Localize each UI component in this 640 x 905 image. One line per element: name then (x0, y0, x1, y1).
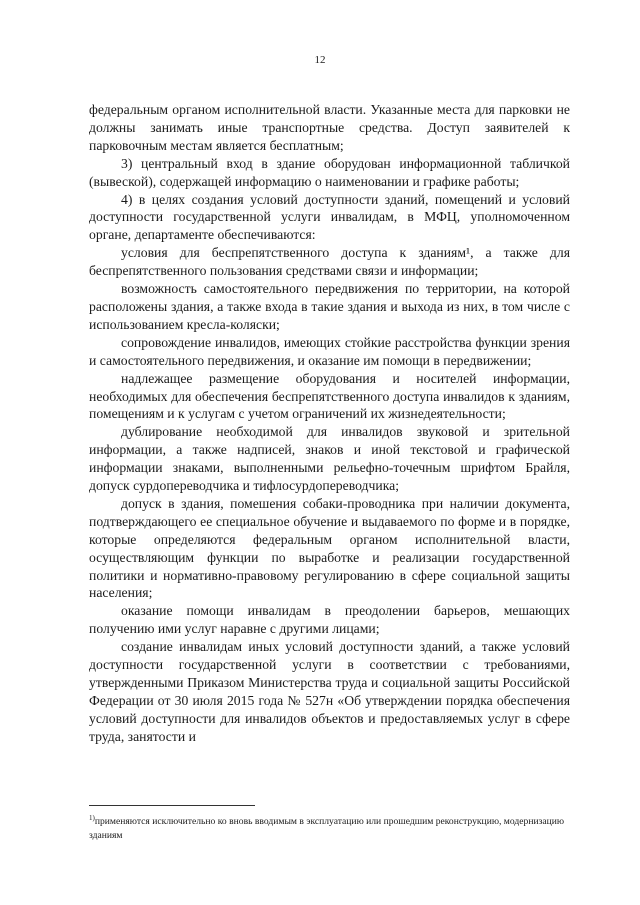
paragraph: 3) центральный вход в здание оборудован информационной табличкой (вывеской), содержащей информацию о наименовании и графике работы; (89, 155, 570, 189)
paragraph: создание инвалидам иных условий доступности зданий, а также условий доступности государственной услуги в соответствии с требованиями, утвержденными Приказом Министерства труда и социальной защиты Российской Федерации от 30 июля 2015 года № 527н «Об утверждении порядка обеспечения условий доступности для инвалидов объектов и предоставляемых услуг в сфере труда, занятости и (89, 639, 570, 744)
page-number: 12 (314, 54, 326, 66)
footnote-mark: 1) (89, 813, 95, 822)
paragraph: оказание помощи инвалидам в преодолении барьеров, мешающих получению ими услуг наравне с другими лицами; (89, 603, 570, 637)
paragraph: надлежащее размещение оборудования и носителей информации, необходимых для обеспечения беспрепятственного доступа инвалидов к зданиям, помещениям и к услугам с учетом ограничений их жизнедеятельности; (89, 370, 570, 422)
footnote-text: применяются исключительно ко вновь вводимым в эксплуатацию или прошедшим реконструкцию, модернизацию зданиям (89, 816, 565, 841)
paragraph: допуск в здания, помешения собаки-проводника при наличии документа, подтверждающего ее специальное обучение и выдаваемого по форме и в порядке, которые определяются федеральным органом исполнительной власти, осуществляющим функции по выработке и реализации государственной политики и нормативно-правовому регулированию в сфере социальной защиты населения; (89, 495, 570, 601)
paragraph: условия для беспрепятственного доступа к зданиям¹, а также для беспрепятственного пользования средствами связи и информации; (89, 245, 570, 279)
footnote-separator (89, 805, 255, 806)
paragraph: дублирование необходимой для инвалидов звуковой и зрительной информации, а также надписей, знаков и иной текстовой и графической информации знаками, выполненными рельефно-точечным шрифтом Брайля, допуск сурдопереводчика и тифлосурдопереводчика; (89, 424, 570, 494)
paragraph: возможность самостоятельного передвижения по территории, на которой расположены здания, а также входа в такие здания и выхода из них, в том числе с использованием кресла-коляски; (89, 281, 570, 332)
footnote (89, 815, 570, 843)
body-text (89, 101, 570, 746)
paragraph: сопровождение инвалидов, имеющих стойкие расстройства функции зрения и самостоятельного передвижения, и оказание им помощи в передвижении; (89, 334, 570, 368)
paragraph: 4) в целях создания условий доступности зданий, помещений и условий доступности государственной услуги инвалидам, в МФЦ, уполномоченном органе, департаменте обеспечиваются: (89, 191, 570, 243)
paragraph: федеральным органом исполнительной власти. Указанные места для парковки не должны занимать иные транспортные средства. Доступ заявителей к парковочным местам является бесплатным; (89, 102, 570, 153)
